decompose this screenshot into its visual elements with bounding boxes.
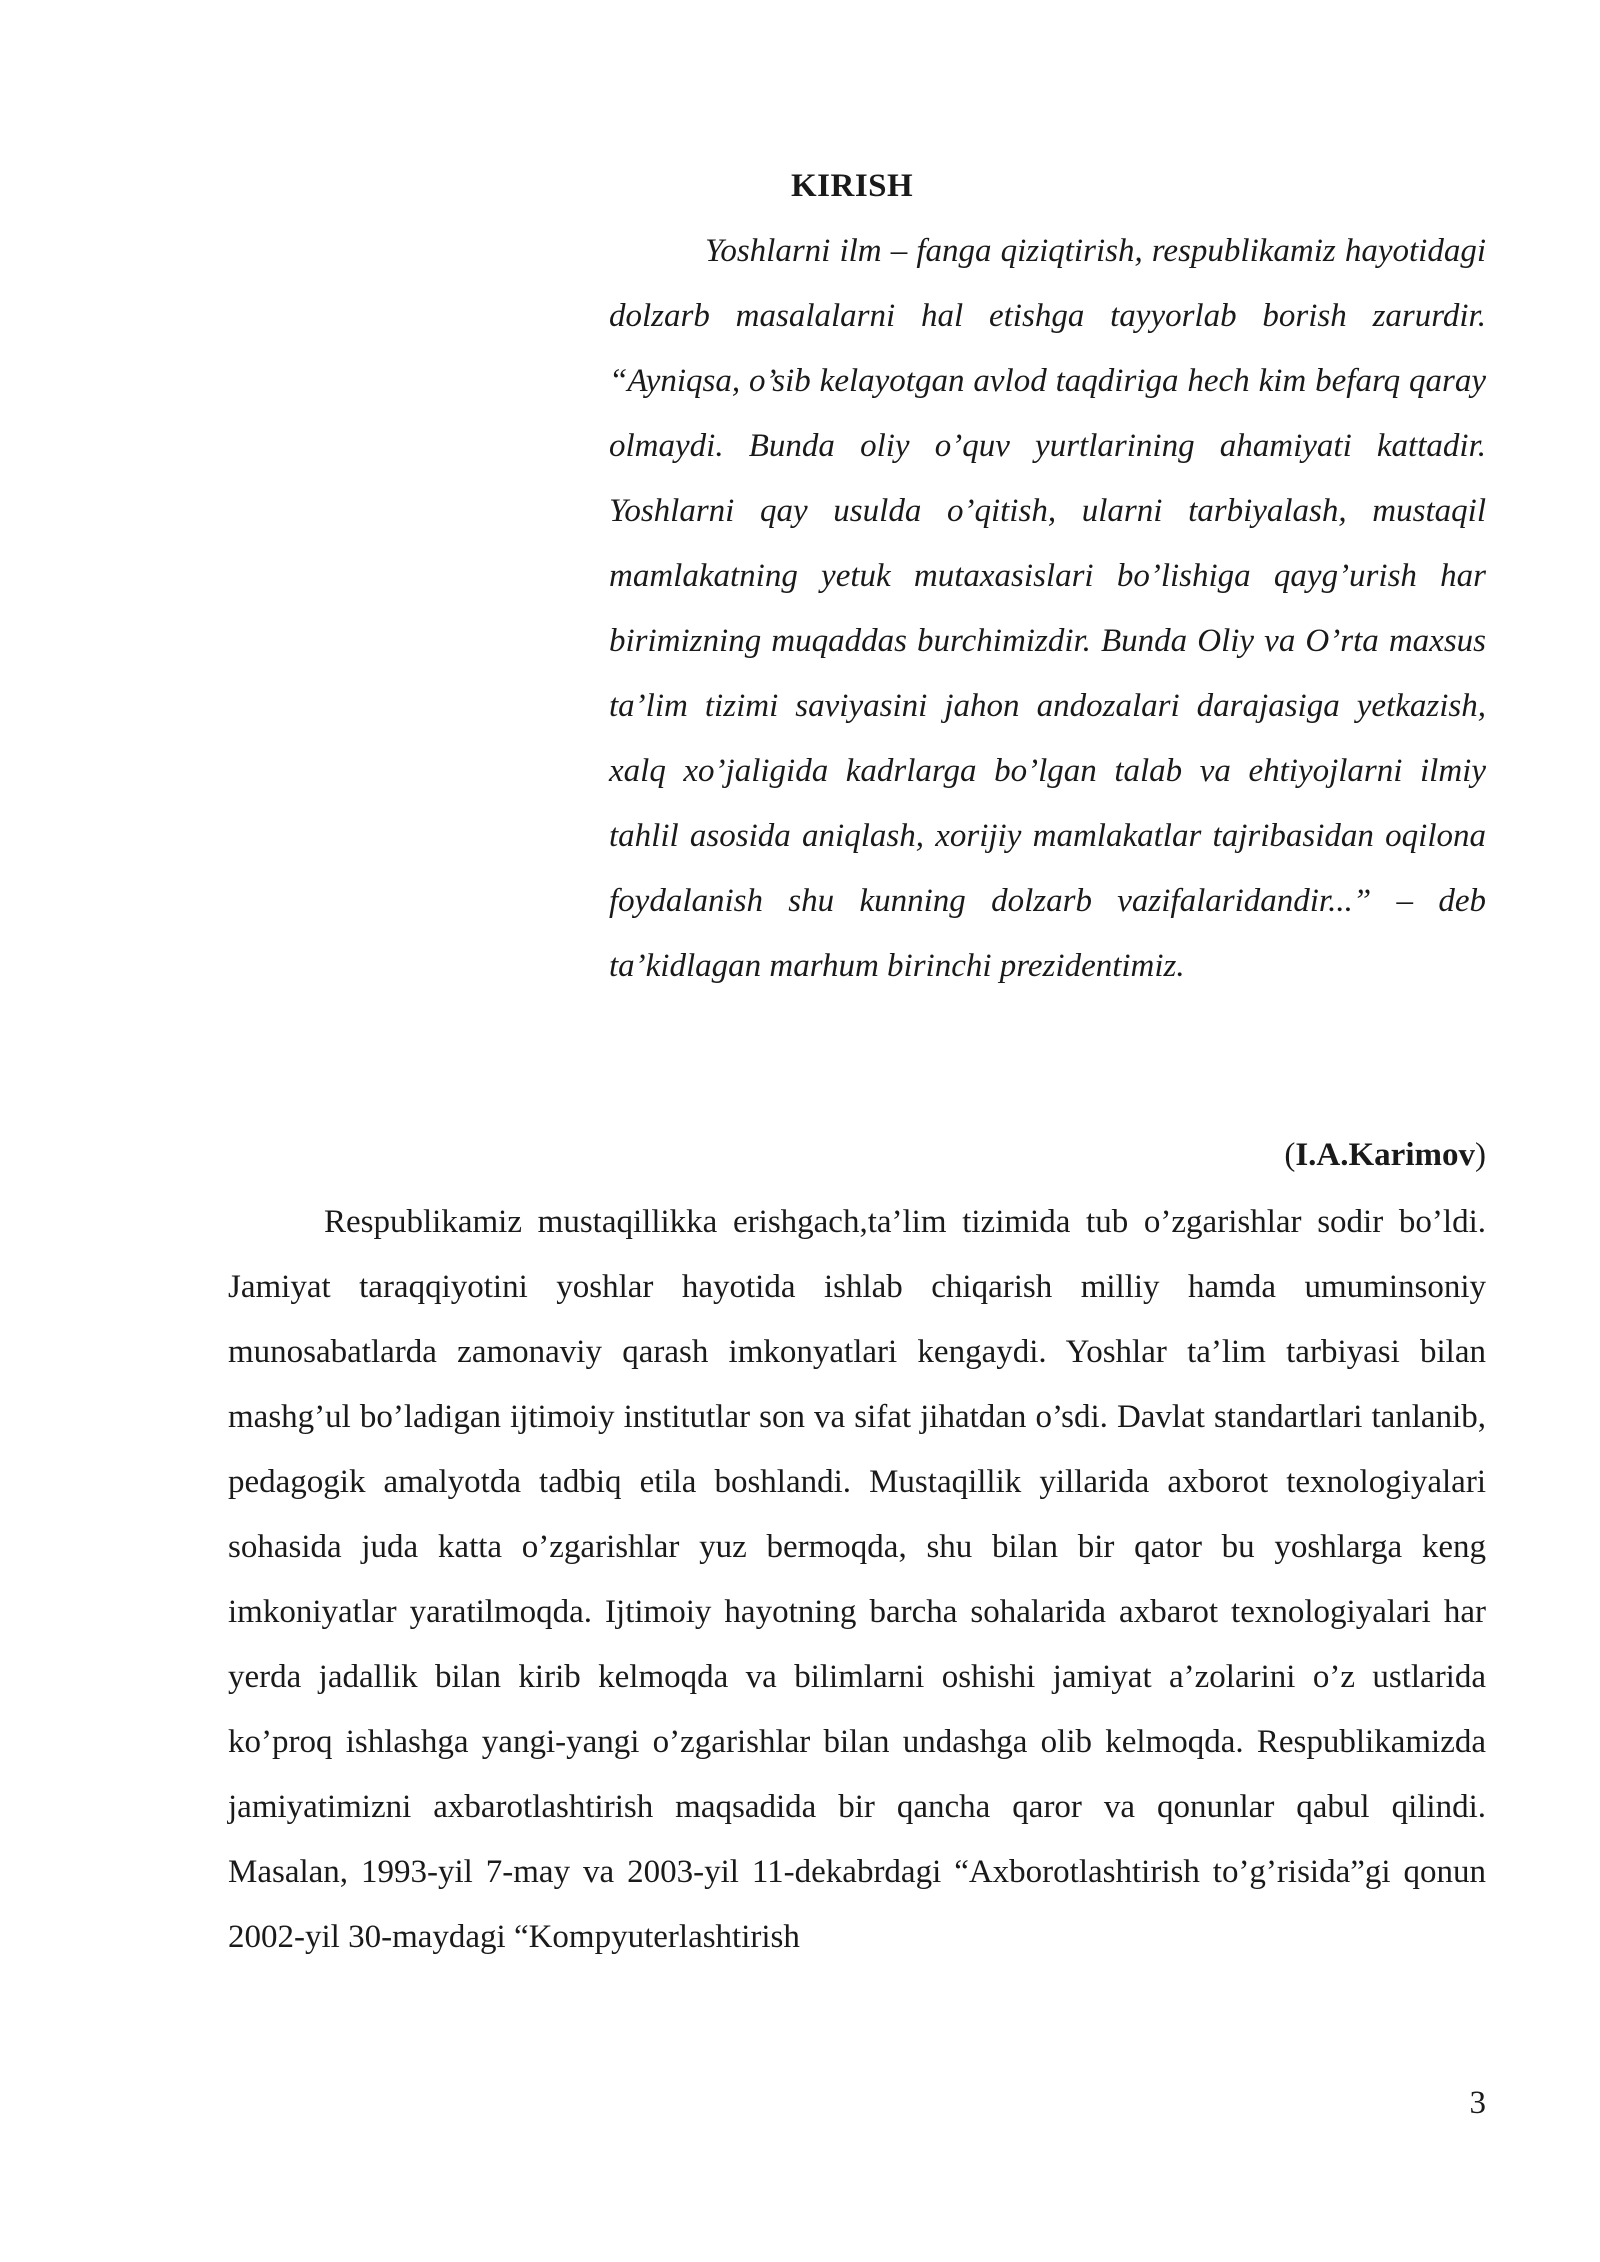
- author-name: I.A.Karimov: [1295, 1137, 1475, 1173]
- epigraph-quote: Yoshlarni ilm – fanga qiziqtirish, respublikamiz hayotidagi dolzarb masalalarni hal etishga tayyorlab borish zarurdir. “Ayniqsa, o’sib kelayotgan avlod taqdiriga hech kim befarq qaray olmaydi. Bunda oliy o’quv yurtlarining ahamiyati kattadir. Yoshlarni qay usulda o’qitish, ularni tarbiyalash, mustaqil mamlakatning yetuk mutaxasislari bo’lishiga qayg’urish har birimizning muqaddas burchimizdir. Bunda Oliy va O’rta maxsus ta’lim tizimi saviyasini jahon andozalari darajasiga yetkazish, xalq xo’jaligida kadrlarga bo’lgan talab va ehtiyojlarni ilmiy tahlil asosida aniqlash, xorijiy mamlakatlar tajribasidan oqilona foydalanish shu kunning dolzarb vazifalaridandir...” – deb ta’kidlagan marhum birinchi prezidentimiz.: [609, 233, 1486, 984]
- page-title: KIRISH: [791, 168, 914, 204]
- author-open-paren: (: [1284, 1137, 1296, 1173]
- page-number: 3: [1469, 2085, 1486, 2121]
- body-paragraph: Respublikamiz mustaqillikka erishgach,ta’lim tizimida tub o’zgarishlar sodir bo’ldi. Jamiyat taraqqiyotini yoshlar hayotida ishlab chiqarish milliy hamda umuminsoniy munosabatlarda zamonaviy qarash imkonyatlari kengaydi. Yoshlar ta’lim tarbiyasi bilan mashg’ul bo’ladigan ijtimoiy institutlar son va sifat jihatdan o’sdi. Davlat standartlari tanlanib, pedagogik amalyotda tadbiq etila boshlandi. Mustaqillik yillarida axborot texnologiyalari sohasida juda katta o’zgarishlar yuz bermoqda, shu bilan bir qator bu yoshlarga keng imkoniyatlar yaratilmoqda. Ijtimoiy hayotning barcha sohalarida axbarot texnologiyalari har yerda jadallik bilan kirib kelmoqda va bilimlarni oshishi jamiyat a’zolarini o’z ustlarida ko’proq ishlashga yangi-yangi o’zgarishlar bilan undashga olib kelmoqda. Respublikamizda jamiyatimizni axbarotlashtirish maqsadida bir qancha qaror va qonunlar qabul qilindi. Masalan, 1993-yil 7-may va 2003-yil 11-dekabrdagi “Axborotlashtirish to’g’risida”gi qonun 2002-yil 30-maydagi “Kompyuterlashtirish: [228, 1204, 1486, 1955]
- epigraph-author: [1284, 1131, 1486, 1179]
- author-close-paren: ): [1475, 1137, 1486, 1173]
